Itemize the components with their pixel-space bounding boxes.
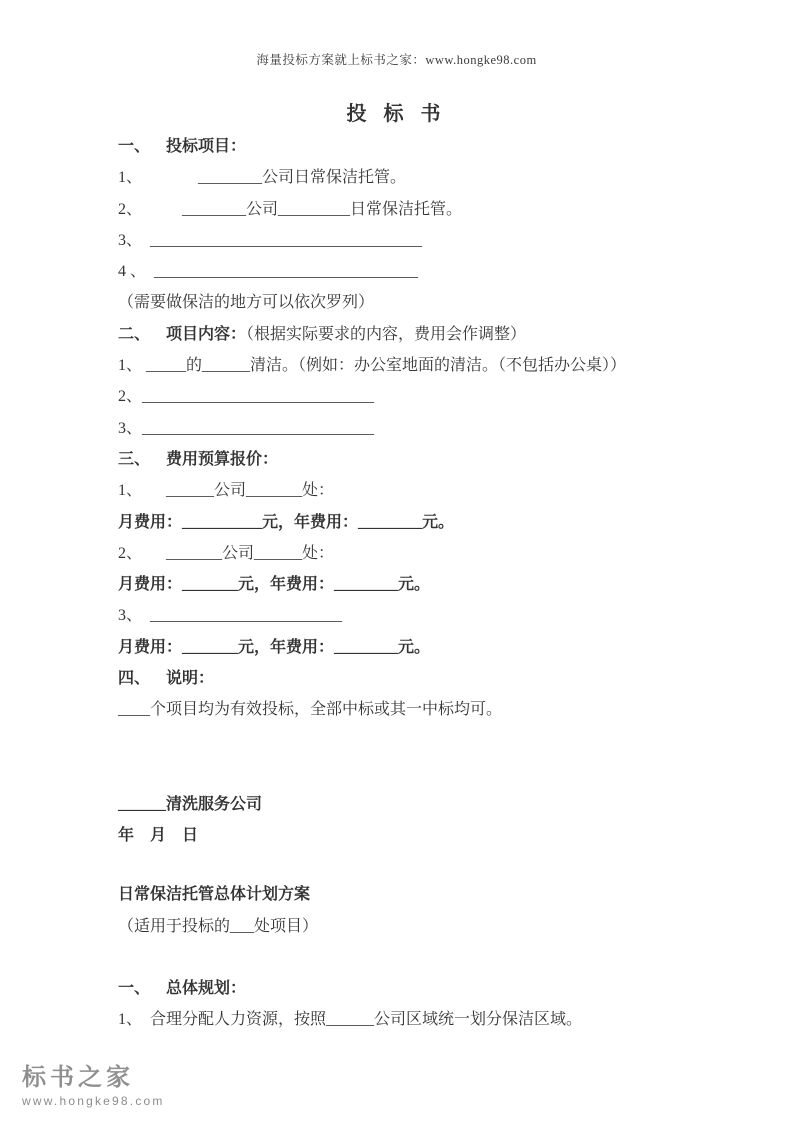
section-3-number: 三、 xyxy=(118,450,151,468)
section-1-number: 一、 xyxy=(118,138,151,155)
quote-item-3: 3、 ________________________ xyxy=(118,607,343,625)
section-3-heading xyxy=(118,444,675,475)
quote-fee-3: 月费用：_______元，年费用：________元。 xyxy=(118,638,431,656)
footer-logo-brand: 标书之家 xyxy=(22,1064,134,1092)
section-1-heading xyxy=(118,131,675,162)
footer-logo-url: www.hongke98.com xyxy=(22,1094,165,1108)
signature-date: 年 月 日 xyxy=(118,826,199,844)
plan-section-1-heading xyxy=(118,973,675,1004)
quote-item-1: 1、 ______公司_______处： xyxy=(118,482,335,500)
section-4-title: 说明： xyxy=(166,670,215,688)
header-site-note: 海量投标方案就上标书之家：www.hongke98.com xyxy=(256,53,537,67)
section-3-title: 费用预算报价： xyxy=(166,450,279,468)
section-4-number: 四、 xyxy=(118,670,151,688)
project-content-item-1: 1、 _____的______清洁。（例如：办公室地面的清洁。（不包括办公桌）） xyxy=(118,357,627,375)
plan-section-1-title: 总体规划： xyxy=(166,979,247,997)
plan-title: 日常保洁托管总体计划方案 xyxy=(118,886,311,904)
quote-fee-1: 月费用：__________元，年费用：________元。 xyxy=(118,513,455,531)
document-content xyxy=(118,97,675,1035)
bid-project-item-4: 4 、 _________________________________ xyxy=(118,263,419,281)
bid-project-note: （需要做保洁的地方可以依次罗列） xyxy=(118,294,375,312)
section-2-title: 项目内容： xyxy=(166,325,247,343)
section-4-heading xyxy=(118,663,675,694)
bid-project-item-1: 1、 ________公司日常保洁托管。 xyxy=(118,169,407,187)
section-2-note: （根据实际要求的内容，费用会作调整） xyxy=(246,325,527,343)
project-content-item-2: 2、_____________________________ xyxy=(118,388,375,406)
section-2-number: 二、 xyxy=(118,325,151,343)
statement-note: ____个项目均为有效投标，全部中标或其一中标均可。 xyxy=(118,701,503,719)
quote-item-2: 2、 _______公司______处： xyxy=(118,544,335,562)
section-1-title: 投标项目： xyxy=(166,138,247,155)
bid-project-item-3: 3、 __________________________________ xyxy=(118,231,423,249)
plan-section-1-number: 一、 xyxy=(118,979,151,997)
quote-fee-2: 月费用：_______元，年费用：________元。 xyxy=(118,576,431,594)
footer-logo xyxy=(22,1064,165,1108)
section-2-heading xyxy=(118,319,675,350)
plan-item-1: 1、 合理分配人力资源，按照______公司区域统一划分保洁区域。 xyxy=(118,1011,583,1029)
document-title: 投 标 书 xyxy=(346,103,447,125)
plan-subtitle: （适用于投标的___处项目） xyxy=(118,917,319,935)
project-content-item-3: 3、_____________________________ xyxy=(118,419,375,437)
signature-company: ______清洗服务公司 xyxy=(118,795,263,813)
bid-project-item-2: 2、 ________公司_________日常保洁托管。 xyxy=(118,200,463,218)
